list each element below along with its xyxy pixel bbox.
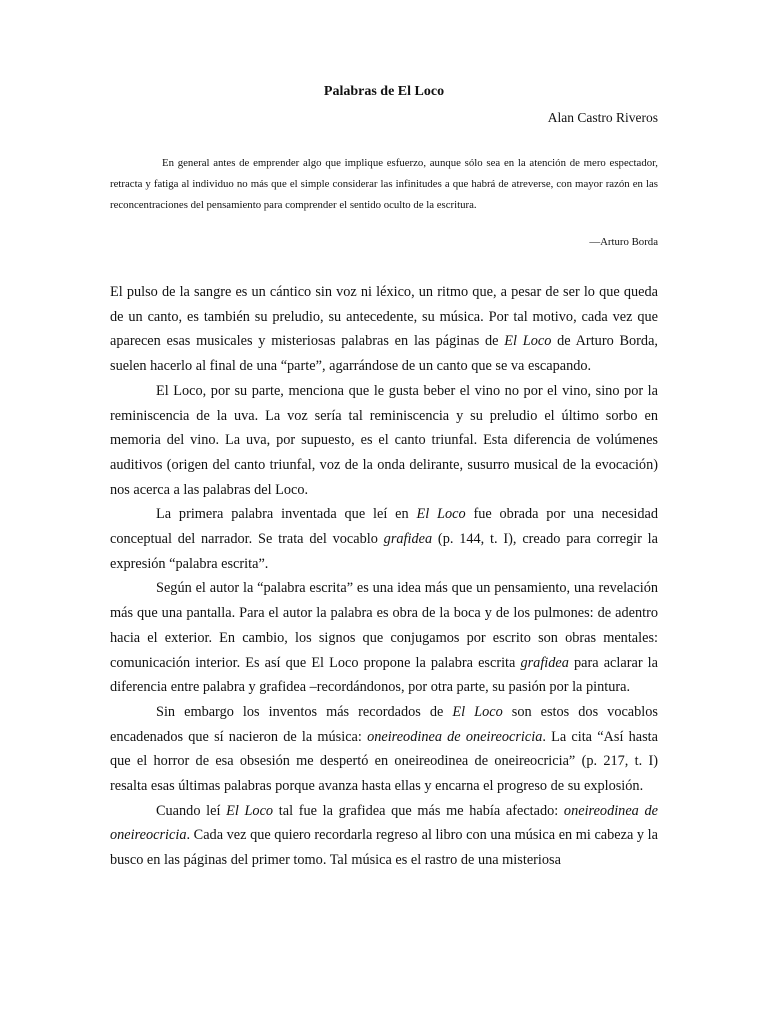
paragraph-6: Cuando leí El Loco tal fue la grafidea que más me había afectado: oneireodinea de oneireocricia. Cada vez que quiero recordarla regreso al libro con una música en mi cabeza y la busco en las páginas del primer tomo. Tal música es el rastro de una misteriosa bbox=[110, 802, 658, 869]
epigraph-quote: En general antes de emprender algo que implique esfuerzo, aunque sólo sea en la atención de mero espectador, retracta y fatiga al individuo no más que el simple considerar las infinitudes a que habrá de atreverse, con mayor razón en las reconcentraciones del pensamiento para comprender el sentido oculto de la escritura. bbox=[110, 157, 658, 211]
author-name: Alan Castro Riveros bbox=[547, 110, 658, 125]
paragraph-3: La primera palabra inventada que leí en El Loco fue obrada por una necesidad conceptual del narrador. Se trata del vocablo grafidea (p. 144, t. I), creado para corregir la expresión “palabra escrita”. bbox=[110, 506, 659, 572]
paragraph-2: El Loco, por su parte, menciona que le gusta beber el vino no por el vino, sino por la reminiscencia de la uva. La voz sería tal reminiscencia y su preludio el último sorbo en memoria del vino. La uva, por supuesto, es el canto triunfal. Esta diferencia de volúmenes auditivos (origen del canto triunfal, voz de la onda delirante, susurro musical de la evocación) nos acerca a las palabras del Loco. bbox=[110, 382, 658, 498]
epigraph-attribution: —Arturo Borda bbox=[589, 236, 658, 248]
document-title: Palabras de El Loco bbox=[323, 84, 445, 99]
paragraph-1: El pulso de la sangre es un cántico sin voz ni léxico, un ritmo que, a pesar de ser lo que queda de un canto, es también su preludio, su antecedente, su música. Por tal motivo, cada vez que aparecen esas musicales y misteriosas palabras en las páginas de El Loco de Arturo Borda, suelen hacerlo al final de una “parte”, agarrándose de un canto que se va escapando. bbox=[110, 284, 659, 375]
body-text bbox=[110, 280, 658, 873]
paragraph-5: Sin embargo los inventos más recordados de El Loco son estos dos vocablos encadenados que sí nacieron de la música: oneireodinea de oneireocricia. La cita “Así hasta que el horror de esa obsesión me despertó en oneireodinea de oneireocricia” (p. 217, t. I) resalta esas últimas palabras porque avanza hasta ellas y encarna el progreso de su explosión. bbox=[110, 703, 658, 795]
paragraph-4: Según el autor la “palabra escrita” es una idea más que un pensamiento, una revelación más que una pantalla. Para el autor la palabra es obra de la boca y de los pulmones: de adentro hacia el exterior. En cambio, los signos que conjugamos por escrito son obras mentales: comunicación interior. Es así que El Loco propone la palabra escrita grafidea para aclarar la diferencia entre palabra y grafidea –recordándonos, por otra parte, su pasión por la pintura. bbox=[110, 580, 658, 696]
